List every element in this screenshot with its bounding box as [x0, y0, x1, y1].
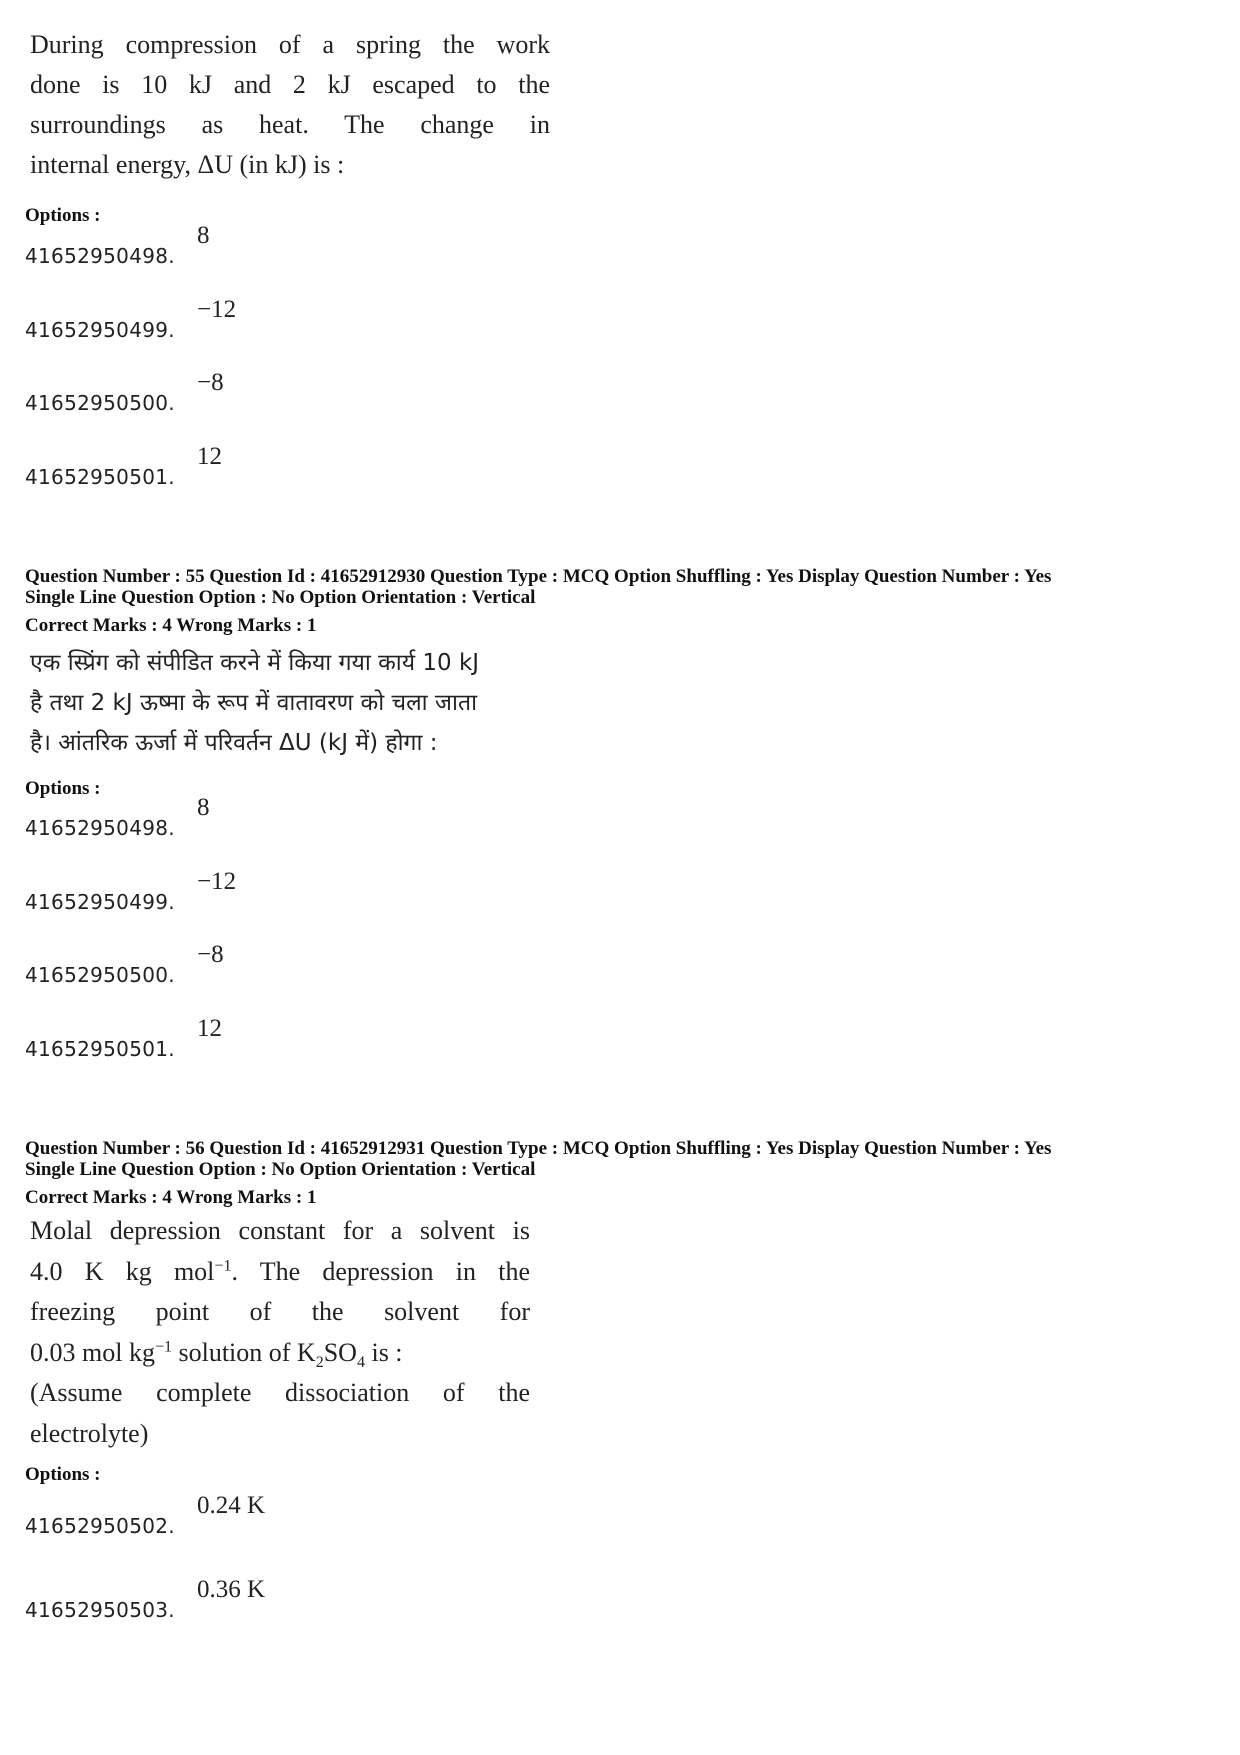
- option-value: −8: [197, 941, 224, 968]
- subscript: 2: [315, 1353, 324, 1371]
- question-text-line: freezing point of the solvent for: [30, 1297, 530, 1326]
- option-id: 41652950499.: [25, 318, 175, 342]
- question-text-line: internal energy, ΔU (in kJ) is :: [30, 150, 345, 179]
- option-id: 41652950500.: [25, 963, 175, 987]
- question-text-line: एक स्प्रिंग को संपीडित करने में किया गया कार्य 10 kJ: [30, 650, 480, 676]
- option-value: 12: [197, 443, 222, 470]
- superscript: −1: [214, 1256, 232, 1274]
- question-text-fragment: SO: [323, 1337, 357, 1367]
- options-label: Options :: [25, 778, 101, 799]
- question-text-fragment: 4.0 K kg mol: [30, 1256, 215, 1286]
- question-text-line: surroundings as heat. The change in: [30, 110, 550, 139]
- option-value: −12: [197, 868, 237, 895]
- option-value: −8: [197, 369, 224, 396]
- question-text-fragment: is :: [364, 1337, 403, 1367]
- question-56-meta-line2: Single Line Question Option : No Option Orientation : Vertical: [25, 1159, 536, 1180]
- question-56-meta-line1: Question Number : 56 Question Id : 41652912931 Question Type : MCQ Option Shuffling : Yes Display Question Number : Yes: [25, 1138, 1052, 1159]
- question-text-line: done is 10 kJ and 2 kJ escaped to the: [30, 70, 550, 99]
- option-value: 0.24 K: [197, 1492, 266, 1519]
- option-value: 8: [197, 222, 210, 249]
- option-id: 41652950498.: [25, 816, 175, 840]
- option-id: 41652950500.: [25, 391, 175, 415]
- question-55-meta-line1: Question Number : 55 Question Id : 41652912930 Question Type : MCQ Option Shuffling : Yes Display Question Number : Yes: [25, 566, 1052, 587]
- subscript: 4: [356, 1353, 365, 1371]
- question-56-text: [30, 1211, 530, 1454]
- option-id: 41652950501.: [25, 465, 175, 489]
- option-value: −12: [197, 296, 237, 323]
- option-id: 41652950498.: [25, 244, 175, 268]
- option-id: 41652950499.: [25, 890, 175, 914]
- question-55-meta-line2: Single Line Question Option : No Option Orientation : Vertical: [25, 587, 536, 608]
- superscript: −1: [154, 1337, 172, 1355]
- question-text-line: During compression of a spring the work: [30, 30, 550, 59]
- option-id: 41652950503.: [25, 1598, 175, 1622]
- option-value: 8: [197, 794, 210, 821]
- question-text-line: है तथा 2 kJ ऊष्मा के रूप में वातावरण को चला जाता: [30, 690, 478, 716]
- option-id: 41652950502.: [25, 1514, 175, 1538]
- options-label: Options :: [25, 1464, 101, 1485]
- options-label: Options :: [25, 205, 101, 226]
- question-text-line: Molal depression constant for a solvent is: [30, 1216, 530, 1245]
- question-text-fragment: . The depression in the: [231, 1256, 531, 1286]
- question-54-text: [30, 25, 550, 185]
- question-text-fragment: solution of K: [171, 1337, 316, 1367]
- question-text-fragment: 0.03 mol kg: [30, 1337, 155, 1367]
- question-text-line: (Assume complete dissociation of the: [30, 1378, 530, 1407]
- question-text-line: [30, 1333, 530, 1374]
- option-id: 41652950501.: [25, 1037, 175, 1061]
- question-text-line: [30, 1252, 530, 1293]
- option-value: 12: [197, 1015, 222, 1042]
- option-value: 0.36 K: [197, 1576, 266, 1603]
- question-55-text: [30, 643, 540, 763]
- question-55-marks: Correct Marks : 4 Wrong Marks : 1: [25, 615, 317, 636]
- question-text-line: है। आंतरिक ऊर्जा में परिवर्तन ΔU (kJ में) होगा :: [30, 730, 438, 756]
- question-56-marks: Correct Marks : 4 Wrong Marks : 1: [25, 1187, 317, 1208]
- question-text-line: electrolyte): [30, 1418, 149, 1448]
